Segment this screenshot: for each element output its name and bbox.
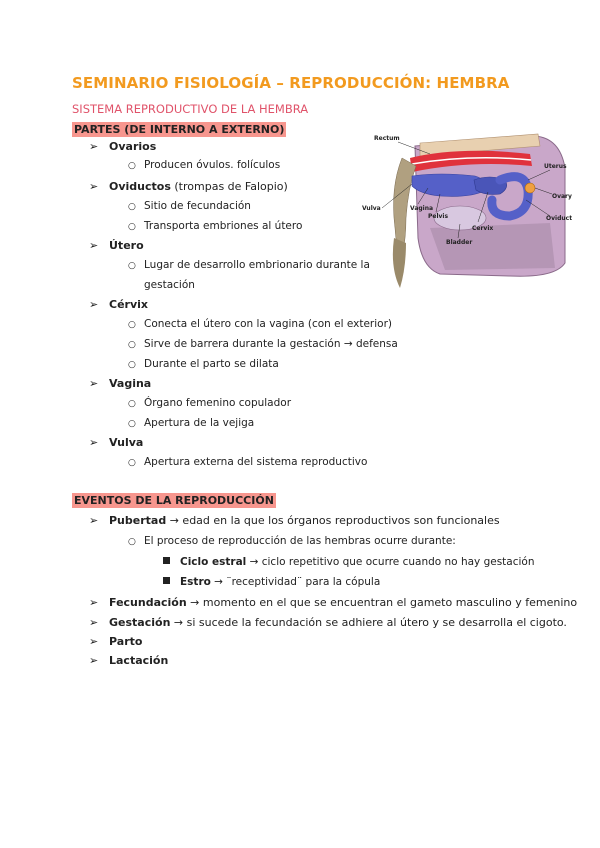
item-utero: ➢ Útero xyxy=(89,239,144,252)
label-bladder: Bladder xyxy=(446,239,473,246)
sub-sub-item-ciclo: Ciclo estral → ciclo repetitivo que ocurre cuando no hay gestación xyxy=(163,555,535,570)
sub-item: ○ Conecta el útero con la vagina (con el exterior) xyxy=(128,317,392,333)
arrow-bullet-icon: ➢ xyxy=(89,140,99,153)
circle-bullet-icon: ○ xyxy=(128,537,136,547)
label-vagina: Vagina xyxy=(410,205,434,212)
reproductive-anatomy-diagram xyxy=(360,128,580,308)
page-title: SEMINARIO FISIOLOGÍA – REPRODUCCIÓN: HEMBRA xyxy=(72,74,510,92)
circle-bullet-icon: ○ xyxy=(128,340,136,350)
item-gestacion: ➢ Gestación → si sucede la fecundación se adhiere al útero y se desarrolla el cigoto. xyxy=(89,616,567,629)
sub-item: ○ Órgano femenino copulador xyxy=(128,396,291,412)
sub-item-continuation: gestación xyxy=(144,279,195,291)
tail-tuft xyxy=(393,238,406,288)
circle-bullet-icon: ○ xyxy=(128,261,136,271)
arrow-bullet-icon: ➢ xyxy=(89,514,99,527)
arrow-bullet-icon: ➢ xyxy=(89,298,99,311)
arrow-bullet-icon: ➢ xyxy=(89,239,99,252)
ovary-shape xyxy=(525,183,535,193)
sub-item: ○ Sirve de barrera durante la gestación → defensa xyxy=(128,337,398,353)
sub-item: ○ Durante el parto se dilata xyxy=(128,357,279,373)
section-heading-eventos: EVENTOS DE LA REPRODUCCIÓN xyxy=(74,494,274,507)
label-oviduct: Oviduct xyxy=(546,215,573,222)
arrow-bullet-icon: ➢ xyxy=(89,616,99,629)
label-ovary: Ovary xyxy=(552,193,572,200)
label-vulva: Vulva xyxy=(362,205,381,212)
item-fecundacion: ➢ Fecundación → momento en el que se encuentran el gameto masculino y femenino xyxy=(89,596,578,609)
sub-item: ○ Producen óvulos. folículos xyxy=(128,158,280,174)
circle-bullet-icon: ○ xyxy=(128,419,136,429)
square-bullet-icon xyxy=(163,557,170,564)
circle-bullet-icon: ○ xyxy=(128,222,136,232)
sub-item: ○ El proceso de reproducción de las hembras ocurre durante: xyxy=(128,534,456,550)
item-cervix: ➢ Cérvix xyxy=(89,298,148,311)
item-vulva: ➢ Vulva xyxy=(89,436,144,449)
sub-item: ○ Apertura de la vejiga xyxy=(128,416,254,432)
arrow-bullet-icon: ➢ xyxy=(89,180,99,193)
label-uterus: Uterus xyxy=(544,163,567,170)
arrow-bullet-icon: ➢ xyxy=(89,654,99,667)
item-parto: ➢ Parto xyxy=(89,635,143,648)
label-cervix: Cervix xyxy=(472,225,494,232)
circle-bullet-icon: ○ xyxy=(128,161,136,171)
sub-item: ○ Transporta embriones al útero xyxy=(128,219,302,235)
arrow-bullet-icon: ➢ xyxy=(89,596,99,609)
item-oviductos: ➢ Oviductos (trompas de Falopio) xyxy=(89,180,288,193)
arrow-bullet-icon: ➢ xyxy=(89,436,99,449)
sub-item: ○ Lugar de desarrollo embrionario durante la xyxy=(128,258,370,274)
item-vagina: ➢ Vagina xyxy=(89,377,152,390)
sub-item: ○ Sitio de fecundación xyxy=(128,199,251,215)
arrow-bullet-icon: ➢ xyxy=(89,377,99,390)
circle-bullet-icon: ○ xyxy=(128,458,136,468)
circle-bullet-icon: ○ xyxy=(128,360,136,370)
sub-sub-item-estro: Estro → ¨receptividad¨ para la cópula xyxy=(163,575,380,590)
section-heading-partes: PARTES (DE INTERNO A EXTERNO) xyxy=(74,123,285,136)
page-subtitle: SISTEMA REPRODUCTIVO DE LA HEMBRA xyxy=(72,102,309,116)
circle-bullet-icon: ○ xyxy=(128,320,136,330)
item-pubertad: ➢ Pubertad → edad en la que los órganos reproductivos son funcionales xyxy=(89,514,500,527)
arrow-bullet-icon: ➢ xyxy=(89,635,99,648)
circle-bullet-icon: ○ xyxy=(128,202,136,212)
item-ovarios: ➢ Ovarios xyxy=(89,140,157,153)
label-rectum: Rectum xyxy=(374,135,400,142)
label-pelvis: Pelvis xyxy=(428,213,449,220)
item-lactacion: ➢ Lactación xyxy=(89,654,169,667)
sub-item: ○ Apertura externa del sistema reproductivo xyxy=(128,455,367,471)
circle-bullet-icon: ○ xyxy=(128,399,136,409)
square-bullet-icon xyxy=(163,577,170,584)
